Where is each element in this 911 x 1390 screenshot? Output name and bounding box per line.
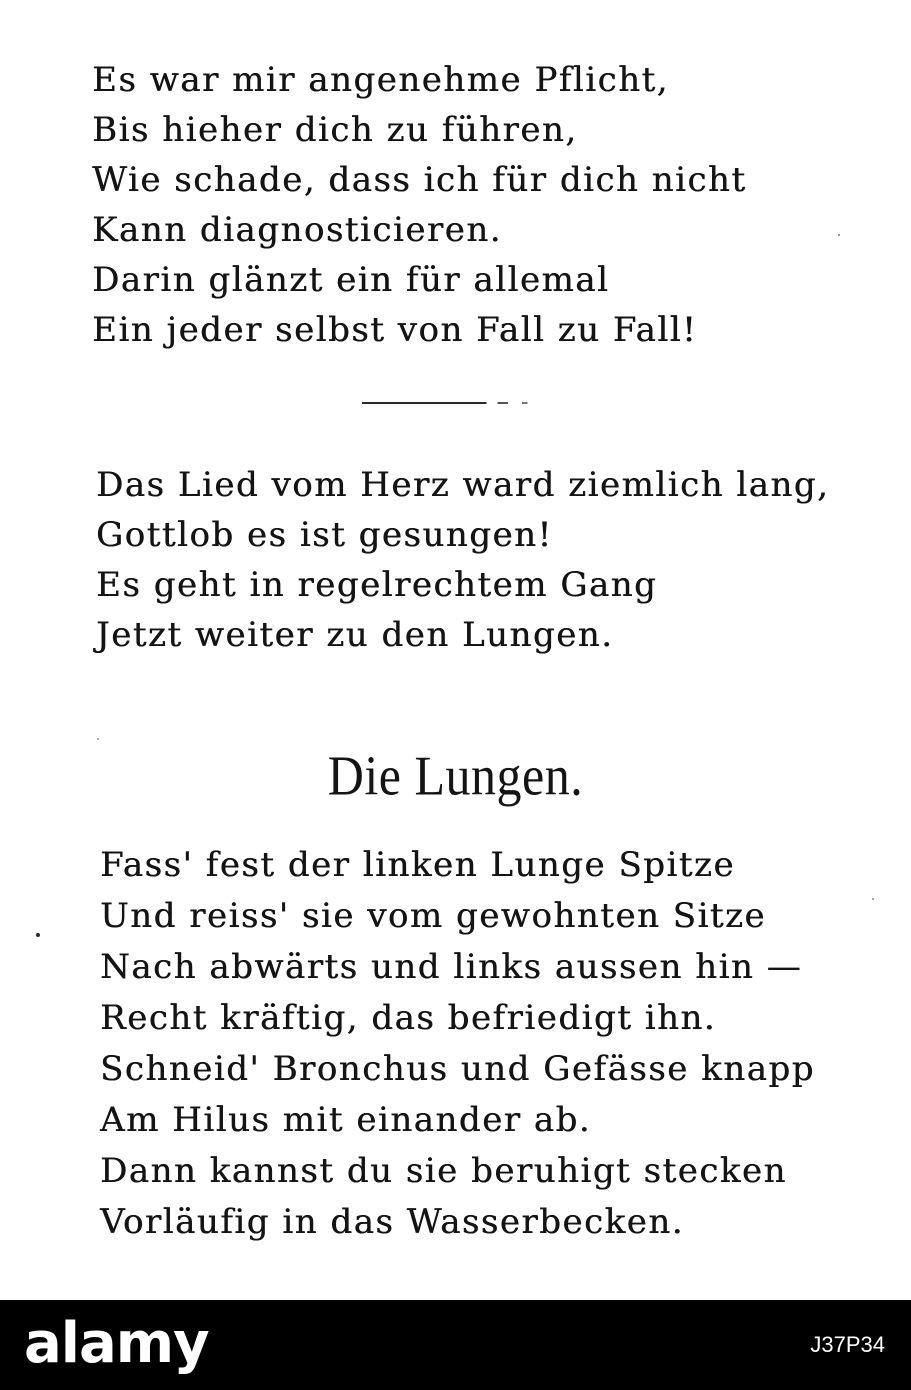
- verse-line: Wie schade, dass ich für dich nicht: [92, 160, 747, 200]
- verse-line: Recht kräftig, das befriedigt ihn.: [100, 998, 717, 1038]
- stanza-3: [100, 840, 815, 1248]
- verse-line: Es geht in regelrechtem Gang: [96, 565, 658, 605]
- scan-speck: [36, 933, 40, 937]
- scan-speck: [838, 234, 840, 236]
- section-divider: [362, 402, 540, 404]
- verse-line: Fass' fest der linken Lunge Spitze: [100, 845, 735, 885]
- stanza-2: [96, 460, 829, 660]
- verse-line: Darin glänzt ein für allemal: [92, 260, 610, 300]
- verse-line: Bis hieher dich zu führen,: [92, 110, 578, 150]
- stanza-1: [92, 55, 746, 355]
- verse-line: Jetzt weiter zu den Lungen.: [96, 615, 614, 655]
- section-heading: Die Lungen.: [327, 744, 584, 807]
- brand-logo: alamy: [24, 1311, 209, 1376]
- verse-line: Es war mir angenehme Pflicht,: [92, 60, 669, 100]
- verse-line: Nach abwärts und links aussen hin —: [100, 947, 803, 987]
- image-id: J37P34: [810, 1332, 885, 1357]
- scan-speck: [97, 738, 99, 740]
- verse-line: Und reiss' sie vom gewohnten Sitze: [100, 896, 767, 936]
- verse-line: Gottlob es ist gesungen!: [96, 515, 553, 555]
- verse-line: Kann diagnosticieren.: [92, 210, 502, 250]
- verse-line: Das Lied vom Herz ward ziemlich lang,: [96, 465, 830, 505]
- verse-line: Ein jeder selbst von Fall zu Fall!: [92, 310, 698, 350]
- verse-line: Vorläufig in das Wasserbecken.: [100, 1202, 684, 1242]
- verse-line: Schneid' Bronchus und Gefässe knapp: [100, 1049, 815, 1089]
- scan-speck: [872, 898, 874, 900]
- verse-line: Am Hilus mit einander ab.: [100, 1100, 592, 1140]
- verse-line: Dann kannst du sie beruhigt stecken: [100, 1151, 787, 1191]
- watermark-footer: [0, 1300, 911, 1390]
